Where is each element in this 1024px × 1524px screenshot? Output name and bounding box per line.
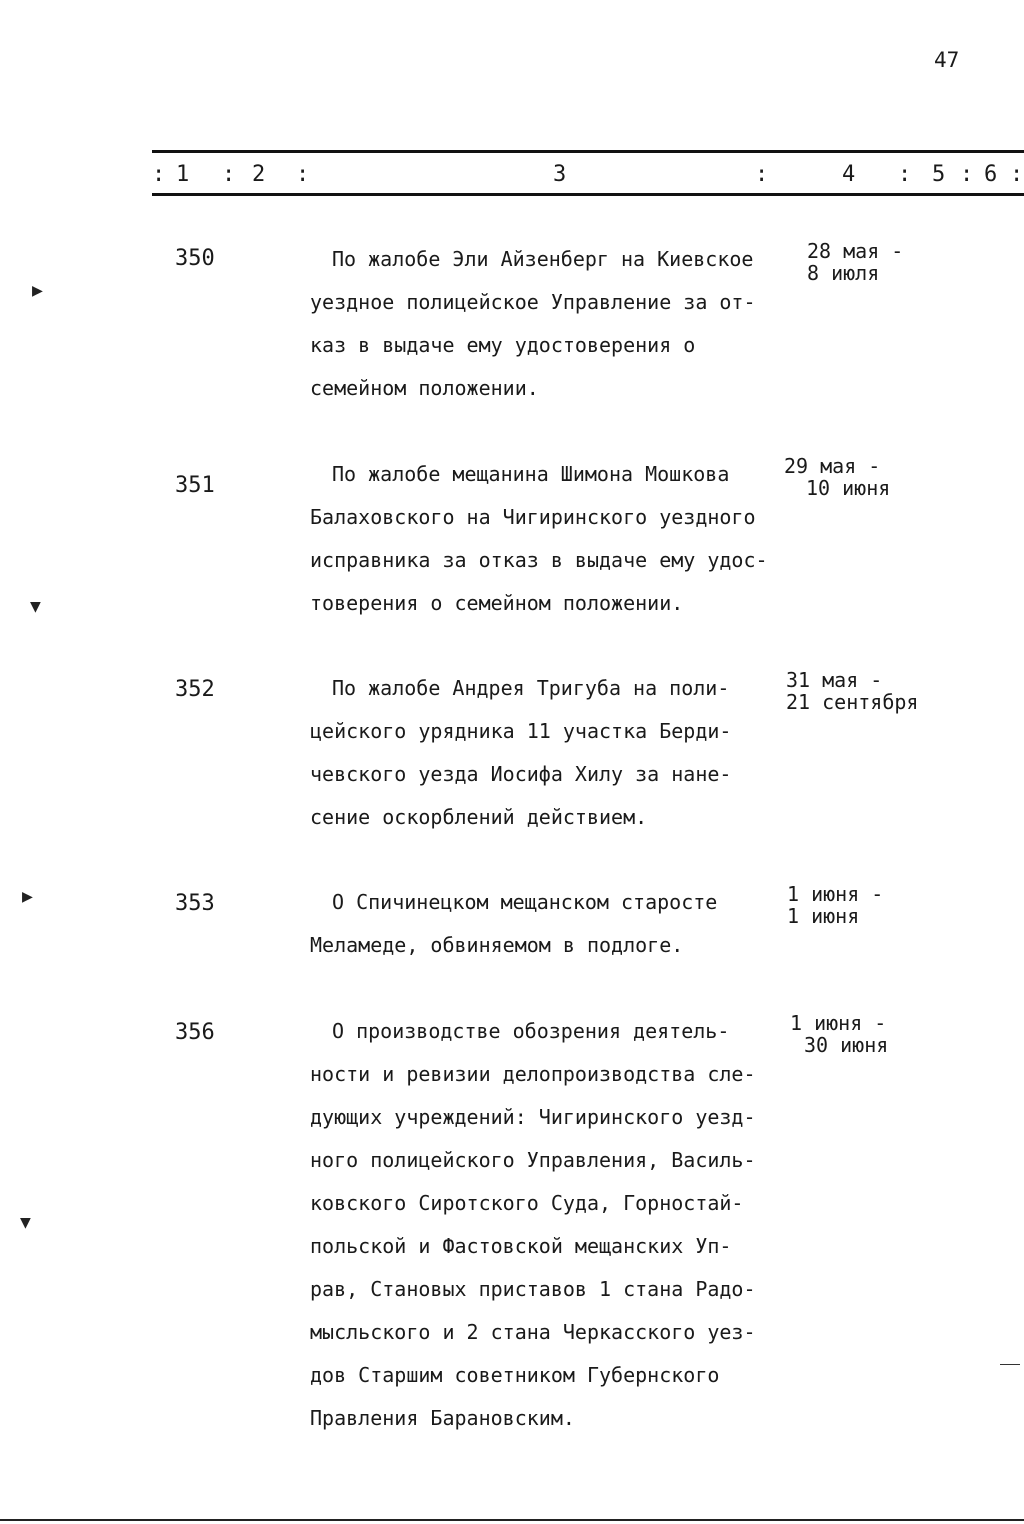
entry-dates [786, 669, 918, 713]
description-line: рав, Становых приставов 1 стана Радо- [310, 1277, 756, 1301]
description-line: цейского урядника 11 участка Берди- [310, 719, 732, 743]
page-number: 47 [934, 48, 960, 72]
date-end: 10 июня [806, 476, 891, 500]
description-line: По жалобе мещанина Шимона Мошкова [332, 462, 730, 486]
entry-dates [787, 883, 883, 927]
column-header-5: 5 [932, 162, 946, 187]
date-end: 1 июня [787, 904, 860, 928]
column-separator: : [755, 162, 769, 187]
date-start: 29 мая - [784, 454, 881, 478]
date-start: 1 июня - [787, 882, 884, 906]
description-line: По жалобе Андрея Тригуба на поли- [332, 676, 730, 700]
column-separator: : [898, 162, 912, 187]
description-line: Балаховского на Чигиринского уездного [310, 505, 756, 529]
description-line: О производстве обозрения деятель- [332, 1019, 730, 1043]
entry-description [310, 667, 790, 839]
entry-number: 353 [175, 891, 215, 916]
entry-description [310, 238, 790, 410]
column-header-6: 6 [984, 162, 998, 187]
description-line: Правления Барановским. [310, 1406, 575, 1430]
column-header-1: 1 [176, 162, 190, 187]
description-line: ковского Сиротского Суда, Горностай- [310, 1191, 744, 1215]
column-separator: : [296, 162, 310, 187]
date-start: 31 мая - [786, 668, 883, 692]
entry-description [310, 881, 790, 967]
description-line: мысльского и 2 стана Черкасского уез- [310, 1320, 756, 1344]
entry-description [310, 453, 790, 625]
description-line: дующих учреждений: Чигиринского уезд- [310, 1105, 756, 1129]
column-separator: : [1010, 162, 1024, 187]
description-line: уездное полицейское Управление за от- [310, 290, 756, 314]
date-end: 8 июля [807, 261, 880, 285]
date-start: 1 июня - [790, 1011, 887, 1035]
description-line: дов Старшим советником Губернского [310, 1363, 720, 1387]
column-header-row [0, 162, 1024, 190]
column-header-2: 2 [252, 162, 266, 187]
entry-description [310, 1010, 790, 1440]
column-header-4: 4 [842, 162, 856, 187]
description-line: ности и ревизии делопроизводства сле- [310, 1062, 756, 1086]
description-line: О Спичинецком мещанском старосте [332, 890, 718, 914]
margin-mark-icon: ▼ [20, 1212, 31, 1233]
date-end: 30 июня [804, 1033, 889, 1057]
footer-rule [0, 1519, 1024, 1521]
description-line: чевского уезда Иосифа Хилу за нане- [310, 762, 732, 786]
margin-mark-icon: ▶ [22, 886, 33, 907]
entry-dates [790, 1012, 888, 1056]
entry-number: 351 [175, 473, 215, 498]
entry-number: 356 [175, 1020, 215, 1045]
column-separator: : [960, 162, 974, 187]
description-line: семейном положении. [310, 376, 539, 400]
entry-number: 350 [175, 246, 215, 271]
description-line: товерения о семейном положении. [310, 591, 684, 615]
description-line: ного полицейского Управления, Василь- [310, 1148, 756, 1172]
description-line: сение оскорблений действием. [310, 805, 648, 829]
column-separator: : [152, 162, 166, 187]
margin-mark-icon: ▶ [32, 280, 43, 301]
column-separator: : [222, 162, 236, 187]
header-rule-bottom [152, 193, 1024, 196]
date-end: 21 сентября [786, 690, 919, 714]
description-line: исправника за отказ в выдаче ему удос- [310, 548, 768, 572]
side-dash [1000, 1364, 1020, 1365]
description-line: Меламеде, обвиняемом в подлоге. [310, 933, 684, 957]
header-rule-top [152, 150, 1024, 153]
column-header-3: 3 [553, 162, 567, 187]
entry-dates [784, 455, 890, 499]
entry-number: 352 [175, 677, 215, 702]
entry-dates [807, 240, 903, 284]
description-line: По жалобе Эли Айзенберг на Киевское [332, 247, 754, 271]
margin-mark-icon: ▼ [30, 596, 41, 617]
date-start: 28 мая - [807, 239, 904, 263]
description-line: каз в выдаче ему удостоверения о [310, 333, 696, 357]
description-line: польской и Фастовской мещанских Уп- [310, 1234, 732, 1258]
